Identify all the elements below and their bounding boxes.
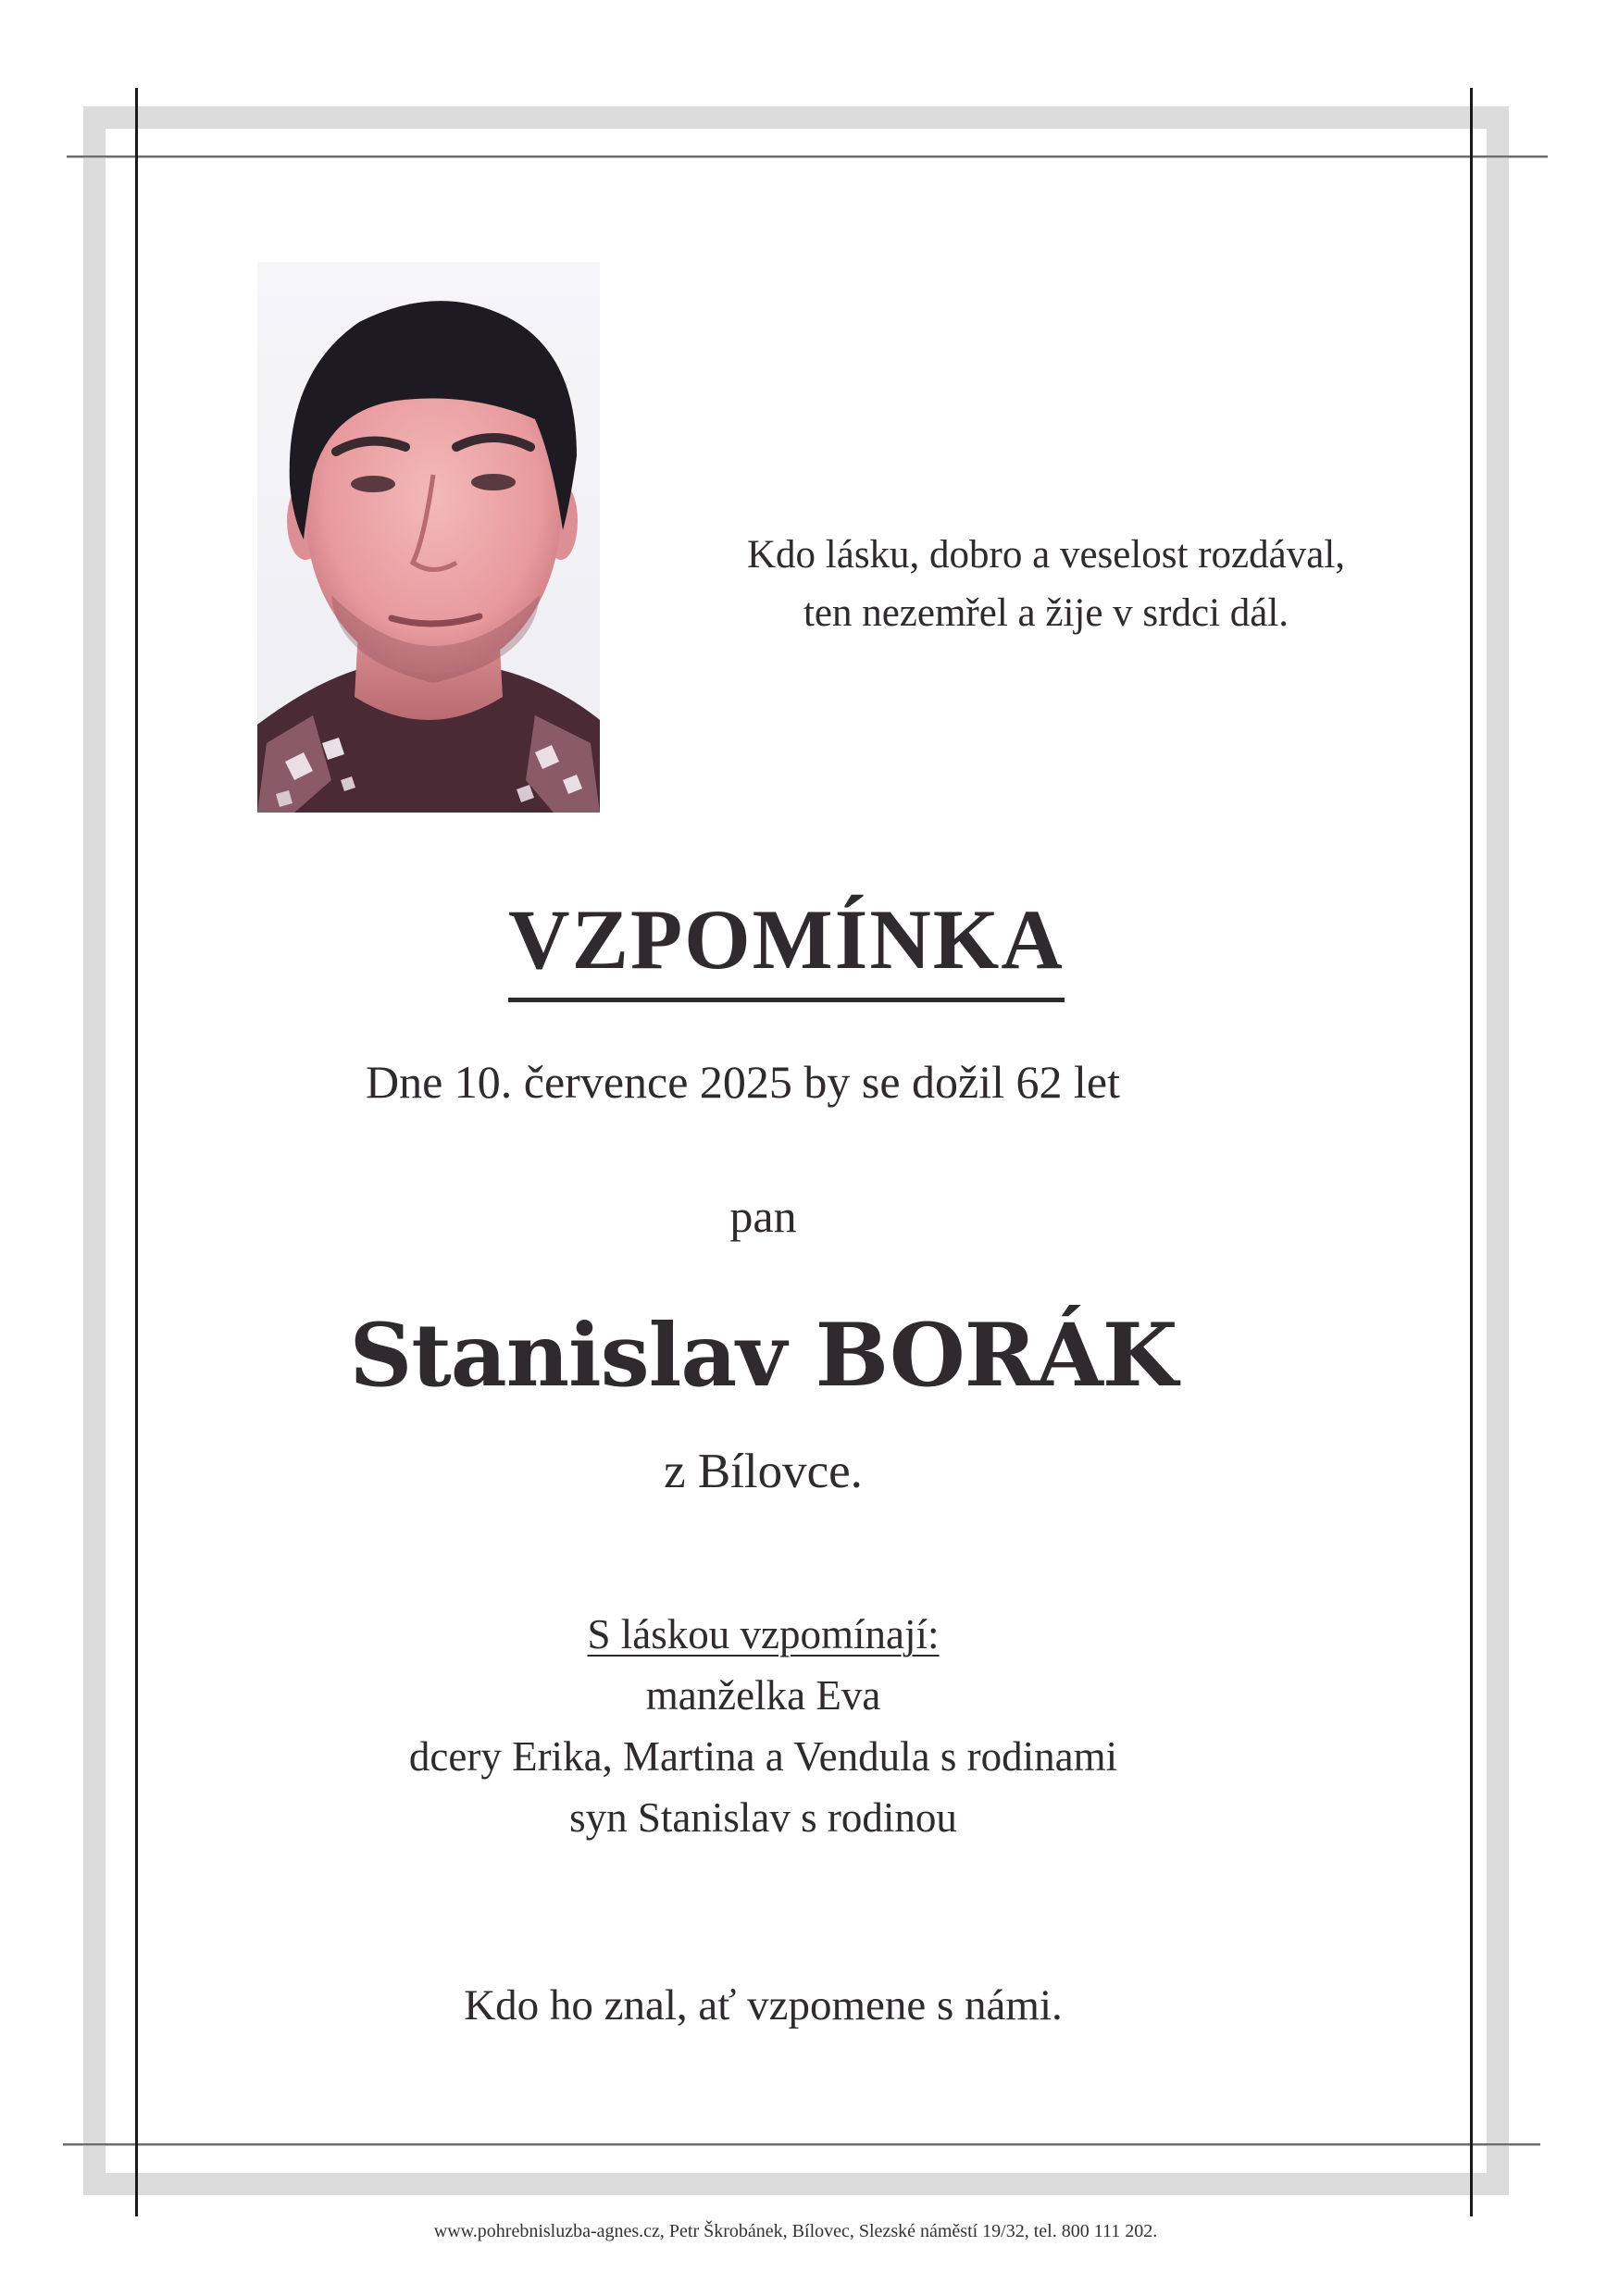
footer-contact: www.pohrebnisluzba-agnes.cz, Petr Škrobánek, Bílovec, Slezské náměstí 19/32, tel. 800 111 202. [433, 2221, 1158, 2241]
top-rule [67, 155, 1548, 158]
heading-text: VZPOMÍNKA [508, 888, 1065, 1002]
mourner-line: manželka Eva [645, 1672, 881, 1719]
deceased-name: Stanislav BORÁK [349, 1305, 1177, 1407]
notice-heading [0, 888, 1619, 1002]
mourners-title-text: S láskou vzpomínají: [587, 1611, 940, 1657]
motto-line-1: Kdo lásku, dobro a veselost rozdával, [746, 533, 1346, 577]
anniversary-text: Dne 10. července 2025 by se dožil 62 let [365, 1056, 1120, 1108]
memorial-motto [648, 526, 1444, 642]
salutation: pan [729, 1190, 797, 1242]
mourner-line: syn Stanislav s rodinou [569, 1794, 957, 1841]
right-rule [1470, 88, 1473, 2216]
motto-line-2: ten nezemřel a žije v srdci dál. [803, 591, 1289, 635]
portrait-photo [257, 262, 600, 813]
mourner-line: dcery Erika, Martina a Vendula s rodinami [408, 1733, 1118, 1780]
left-rule [135, 88, 138, 2216]
hometown: z Bílovce. [664, 1445, 863, 1498]
mourners-title [0, 1610, 1573, 1658]
closing-text: Kdo ho znal, ať vzpomene s námi. [464, 1981, 1063, 2029]
bottom-rule [63, 2143, 1540, 2146]
